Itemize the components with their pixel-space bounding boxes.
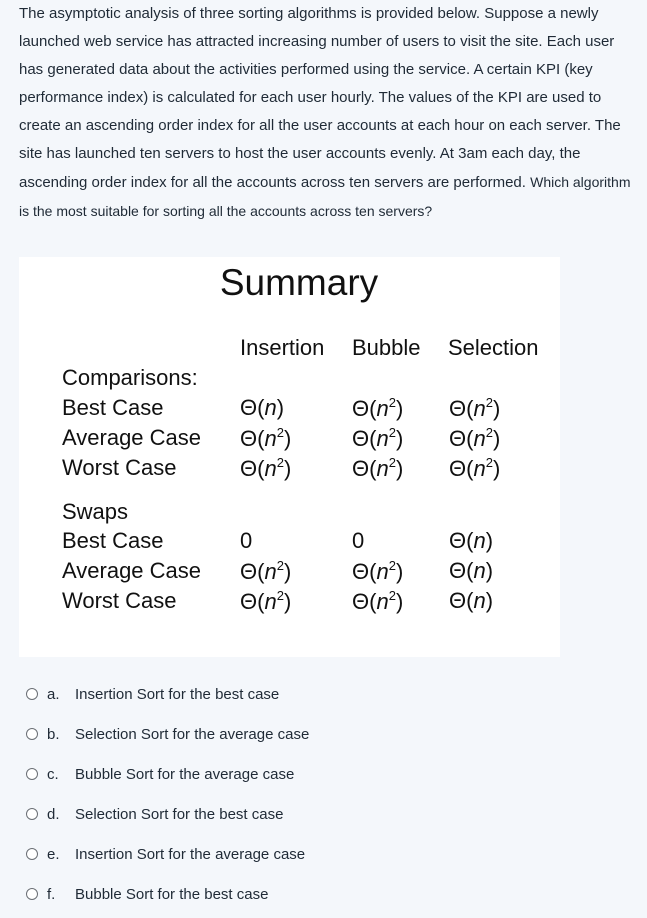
- option-text: Insertion Sort for the best case: [75, 685, 280, 703]
- cmp-average-insertion: $\Theta(n^2)$: [240, 425, 292, 451]
- swap-row-label-best: Best Case: [62, 528, 164, 553]
- cmp-best-selection: $\Theta(n^2)$: [449, 395, 501, 421]
- swap-average-selection: Θ(n): [449, 558, 494, 583]
- radio-button-d[interactable]: [26, 808, 38, 820]
- option-b[interactable]: [26, 714, 626, 754]
- option-text: Bubble Sort for the best case: [75, 885, 269, 903]
- option-letter: c.: [47, 765, 59, 783]
- swap-row-label-worst: Worst Case: [62, 588, 177, 613]
- option-letter: a.: [47, 685, 60, 703]
- cmp-worst-bubble: $\Theta(n^2)$: [352, 455, 404, 481]
- option-f[interactable]: [26, 874, 626, 914]
- swaps-label: Swaps: [62, 499, 129, 524]
- option-a[interactable]: [26, 674, 626, 714]
- swap-row-label-average: Average Case: [62, 558, 202, 583]
- cmp-worst-selection: $\Theta(n^2)$: [449, 455, 501, 481]
- radio-button-e[interactable]: [26, 848, 38, 860]
- cmp-best-bubble: $\Theta(n^2)$: [352, 395, 404, 421]
- summary-table-image: [19, 257, 560, 657]
- radio-button-c[interactable]: [26, 768, 38, 780]
- radio-button-b[interactable]: [26, 728, 38, 740]
- swap-best-insertion: 0: [240, 528, 253, 553]
- swap-worst-selection: Θ(n): [449, 588, 494, 613]
- radio-button-a[interactable]: [26, 688, 38, 700]
- row-label-worst: Worst Case: [62, 455, 177, 480]
- option-letter: e.: [47, 845, 60, 863]
- option-letter: d.: [47, 805, 60, 823]
- swap-worst-insertion: $\Theta(n^2)$: [240, 588, 292, 614]
- swap-best-selection: Θ(n): [449, 528, 494, 553]
- cmp-average-selection: $\Theta(n^2)$: [449, 425, 501, 451]
- option-text: Selection Sort for the best case: [75, 805, 284, 823]
- option-letter: f.: [47, 885, 56, 903]
- question-text: [19, 0, 631, 226]
- cmp-average-bubble: $\Theta(n^2)$: [352, 425, 404, 451]
- question-body: The asymptotic analysis of three sorting algorithms is provided below. Suppose a newly launched web service has attracted increasing number of users to visit the site. Each user has generated data about the activities performed using the service. A certain KPI (key performance index) is calculated for each user hourly. The values of the KPI are used to create an ascending order index for all the user accounts at each hour on each server. The site has launched ten servers to host the user accounts evenly. At 3am each day, the ascending order index for all the accounts across ten servers are performed.: [19, 5, 621, 191]
- option-c[interactable]: [26, 754, 626, 794]
- option-text: Bubble Sort for the average case: [75, 765, 295, 783]
- col-header-insertion: Insertion: [240, 335, 325, 360]
- option-letter: b.: [47, 725, 60, 743]
- option-d[interactable]: [26, 794, 626, 834]
- swap-best-bubble: 0: [352, 528, 365, 553]
- comparisons-label: Comparisons:: [62, 365, 198, 390]
- row-label-best: Best Case: [62, 395, 164, 420]
- col-header-bubble: Bubble: [352, 335, 421, 360]
- option-text: Selection Sort for the average case: [75, 725, 310, 743]
- swap-average-bubble: $\Theta(n^2)$: [352, 558, 404, 584]
- row-label-average: Average Case: [62, 425, 202, 450]
- question-prompt: Which algorithm is the most suitable for sorting all the accounts across ten servers?: [19, 174, 631, 219]
- summary-title: Summary: [219, 262, 379, 303]
- cmp-worst-insertion: $\Theta(n^2)$: [240, 455, 292, 481]
- swap-average-insertion: $\Theta(n^2)$: [240, 558, 292, 584]
- radio-button-f[interactable]: [26, 888, 38, 900]
- cmp-best-insertion: Θ(n): [240, 395, 285, 420]
- col-header-selection: Selection: [448, 335, 539, 360]
- swap-worst-bubble: $\Theta(n^2)$: [352, 588, 404, 614]
- option-text: Insertion Sort for the average case: [75, 845, 306, 863]
- option-e[interactable]: [26, 834, 626, 874]
